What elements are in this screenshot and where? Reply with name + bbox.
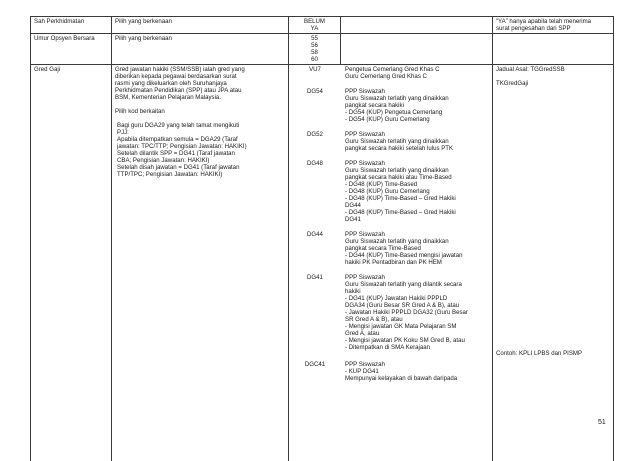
description-line: pangkat secara hakiki: [345, 102, 449, 109]
field-note: [493, 34, 614, 65]
description-line: Guru Cemerlang Gred Khas C: [345, 73, 440, 80]
gred-code-block: [289, 160, 492, 223]
description-line: SR Gred A & B), atau: [345, 316, 468, 323]
gred-code-description: [341, 274, 468, 351]
description-line: Guru Siswazah terlatih yang dilantik secara: [345, 281, 468, 288]
gred-code: VU7: [289, 66, 341, 80]
description-line: PPP Siswazah: [345, 88, 449, 95]
description-line: Guru Siswazah terlatih yang dinaikkan: [345, 238, 463, 245]
gred-code-description: [341, 88, 449, 123]
description-line: - DG54 (KUP) Guru Cemerlang: [345, 116, 449, 123]
field-name: Gred Gaji: [31, 65, 112, 461]
gred-code-description: [341, 66, 440, 80]
field-options: [289, 34, 341, 65]
description-line: - Ditempatkan di SMA Kerajaan: [345, 344, 468, 351]
description-line: Guru Siswazah terlatih yang dinaikkan: [345, 167, 456, 174]
page-number: 51: [598, 419, 606, 426]
field-options: [289, 17, 341, 34]
field-note: “YA” hanya apabila telah menerima surat pengesahan dari SPP: [493, 17, 614, 34]
note-tk: TKGredGaji: [496, 80, 610, 87]
gred-code-description: [341, 231, 463, 266]
note-contoh: Contoh: KPLI LPBS dan PISMP: [496, 350, 582, 357]
gred-code: DG44: [289, 231, 341, 266]
description-line: Gred A, atau: [345, 330, 468, 337]
table-row: [31, 17, 614, 34]
gred-code-list: [289, 65, 492, 382]
gred-code: DG54: [289, 88, 341, 123]
gred-code-block: [289, 361, 492, 382]
gred-code: DG52: [289, 131, 341, 152]
option-value: 56: [292, 42, 337, 49]
field-description: [341, 34, 493, 65]
description-line: - KUP DG41: [345, 368, 457, 375]
description-line: - DG44 (KUP) Time-Based mengisi jawatan: [345, 252, 463, 259]
description-line: DGA34 (Guru Besar SR Gred A & B), atau: [345, 302, 468, 309]
description-line: PPP Siswazah: [345, 131, 453, 138]
description-line: - DG41 (KUP) Jawatan Hakiki PPPLD: [345, 295, 468, 302]
gred-codes: [289, 65, 493, 461]
gred-code-description: [341, 160, 456, 223]
description-line: - DG48 (KUP) Time-Based – Gred Hakiki: [345, 209, 456, 216]
field-name: Sah Perkhidmatan: [31, 17, 112, 34]
field-instruction: Pilih yang berkenaan: [112, 34, 289, 65]
option-value: 55: [292, 35, 337, 42]
gred-code: DG48: [289, 160, 341, 223]
gred-code-block: [289, 131, 492, 152]
gred-notes: [493, 65, 614, 461]
description-line: - Mengisi jawatan PK Koku SM Gred B, atau: [345, 337, 468, 344]
description-line: PPP Siswazah: [345, 160, 456, 167]
field-description: [341, 17, 493, 34]
description-line: PPP Siswazah: [345, 231, 463, 238]
note-jadual: Jadual Asal: TGGredSSB: [496, 66, 610, 73]
gred-code-block: [289, 88, 492, 123]
description-line: - DG48 (KUP) Time-Based: [345, 181, 456, 188]
gred-code: DGC41: [289, 361, 341, 382]
field-name: Umur Opsyen Bersara: [31, 34, 112, 65]
description-line: pangkat secara hakiki atau Time-Based: [345, 174, 456, 181]
description-line: Guru Siswazah terlatih yang dinaikkan: [345, 138, 453, 145]
field-instruction: Pilih yang berkenaan: [112, 17, 289, 34]
gred-code-block: [289, 66, 492, 80]
gred-code-description: [341, 361, 457, 382]
description-line: DG44: [345, 202, 456, 209]
form-guide-table: [30, 16, 614, 461]
description-line: pangkat secara Time-Based: [345, 245, 463, 252]
gred-code: DG41: [289, 274, 341, 351]
gred-code-block: [289, 231, 492, 266]
description-line: Mempunyai kelayakan di bawah daripada: [345, 375, 457, 382]
gred-code-block: [289, 274, 492, 351]
description-line: PPP Siswazah: [345, 274, 468, 281]
description-line: - Mengisi jawatan GK Mata Pelajaran SM: [345, 323, 468, 330]
description-line: - Jawatan Hakiki PPPLD DGA32 (Guru Besar: [345, 309, 468, 316]
option-value: YA: [292, 25, 337, 32]
description-line: - DG48 (KUP) Guru Cemerlang: [345, 188, 456, 195]
description-line: Guru Siswazah terlatih yang dinaikkan: [345, 95, 449, 102]
gred-description: Gred jawatan hakiki (SSM/SSB) ialah gred yang diberikan kepada pegawai berdasarkan surat rasmi yang dikeluarkan oleh Suruhanjaya Perkhidmatan Pendidikan (SPP) atau JPA atau BSM, Kementerian Pelajaran Malaysia. Pilih kod berkaitan Bagi guru DGA29 yang telah tamat mengikuti PJJ: Apabila ditempatkan semula = DGA29 (Taraf jawatan: TPC/TTP; Pengisian Jawatan: HAKIKI) Setelah dilantik SPP = DG41 (Taraf jawatan CBA; Pengisian Jawatan: HAKIKI) Setelah disah jawatan = DG41 (Taraf jawatan TTP/TPC; Pengisian Jawatan: HAKIKI): [112, 65, 289, 461]
option-value: 58: [292, 49, 337, 56]
table-row: [31, 65, 614, 461]
option-value: 60: [292, 56, 337, 63]
table-row: [31, 34, 614, 65]
description-line: PPP Siswazah: [345, 361, 457, 368]
option-value: BELUM: [292, 18, 337, 25]
description-line: hakiki: [345, 288, 468, 295]
description-line: pangkat secara hakiki setelah lulus PTK: [345, 145, 453, 152]
description-line: - DG54 (KUP) Pengetua Cemerlang: [345, 109, 449, 116]
description-line: - DG48 (KUP) Time-Based – Gred Hakiki: [345, 195, 456, 202]
description-line: DG41: [345, 216, 456, 223]
gred-code-description: [341, 131, 453, 152]
description-line: Pengetua Cemerlang Gred Khas C: [345, 66, 440, 73]
description-line: hakiki PK Pentadbiran dan PK HEM: [345, 259, 463, 266]
